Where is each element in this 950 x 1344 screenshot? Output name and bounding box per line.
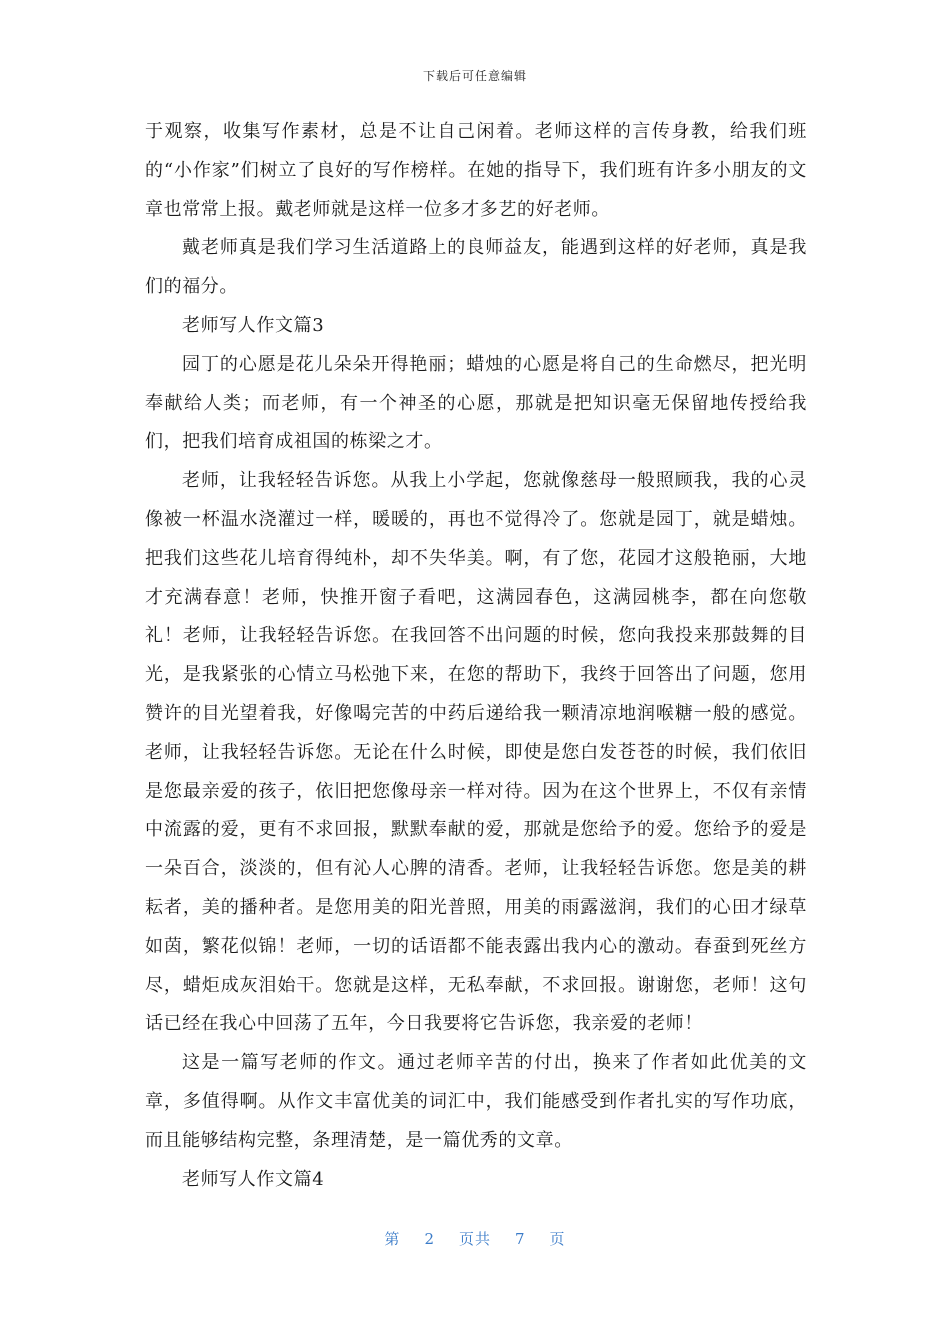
page-footer xyxy=(0,1228,950,1249)
paragraph: 这是一篇写老师的作文。通过老师辛苦的付出，换来了作者如此优美的文章，多值得啊。从作文丰富优美的词汇中，我们能感受到作者扎实的写作功底，而且能够结构完整，条理清楚，是一篇优秀的文章。 xyxy=(145,1052,807,1151)
total-pages-number: 7 xyxy=(515,1230,526,1248)
paragraph: 老师，让我轻轻告诉您。从我上小学起，您就像慈母一般照顾我，我的心灵像被一杯温水浇灌过一样，暖暖的，再也不觉得冷了。您就是园丁，就是蜡烛。把我们这些花儿培育得纯朴，却不失华美。啊，有了您，花园才这般艳丽，大地才充满春意！老师，快推开窗子看吧，这满园春色，这满园桃李，都在向您敬礼！老师，让我轻轻告诉您。在我回答不出问题的时候，您向我投来那鼓舞的目光，是我紧张的心情立马松弛下来，在您的帮助下，我终于回答出了问题，您用赞许的目光望着我，好像喝完苦的中药后递给我一颗清凉地润喉糖一般的感觉。老师，让我轻轻告诉您。无论在什么时候，即使是您白发苍苍的时候，我们依旧是您最亲爱的孩子，依旧把您像母亲一样对待。因为在这个世界上，不仅有亲情中流露的爱，更有不求回报，默默奉献的爱，那就是您给予的爱。您给予的爱是一朵百合，淡淡的，但有沁人心脾的清香。老师，让我轻轻告诉您。您是美的耕耘者，美的播种者。是您用美的阳光普照，用美的雨露滋润，我们的心田才绿草如茵，繁花似锦！老师，一切的话语都不能表露出我内心的激动。春蚕到死丝方尽，蜡炬成灰泪始干。您就是这样，无私奉献，不求回报。谢谢您，老师！这句话已经在我心中回荡了五年，今日我要将它告诉您，我亲爱的老师！ xyxy=(145,470,807,1035)
page-label-suffix: 页 xyxy=(549,1230,566,1248)
section-heading: 老师写人作文篇4 xyxy=(182,1168,325,1190)
paragraph: 戴老师真是我们学习生活道路上的良师益友，能遇到这样的好老师，真是我们的福分。 xyxy=(145,237,807,298)
page-label-middle: 页共 xyxy=(458,1230,491,1248)
paragraph: 于观察，收集写作素材，总是不让自己闲着。老师这样的言传身教，给我们班的“小作家”们树立了良好的写作榜样。在她的指导下，我们班有许多小朋友的文章也常常上报。戴老师就是这样一位多才多艺的好老师。 xyxy=(145,121,807,220)
section-heading: 老师写人作文篇3 xyxy=(182,314,325,336)
paragraph: 园丁的心愿是花儿朵朵开得艳丽；蜡烛的心愿是将自己的生命燃尽，把光明奉献给人类；而老师，有一个神圣的心愿，那就是把知识毫无保留地传授给我们，把我们培育成祖国的栋梁之才。 xyxy=(145,353,807,453)
current-page-number: 2 xyxy=(424,1230,435,1248)
document-body xyxy=(145,113,807,1199)
page-header: 下载后可任意编辑 xyxy=(422,69,527,83)
page-label-prefix: 第 xyxy=(384,1230,401,1248)
